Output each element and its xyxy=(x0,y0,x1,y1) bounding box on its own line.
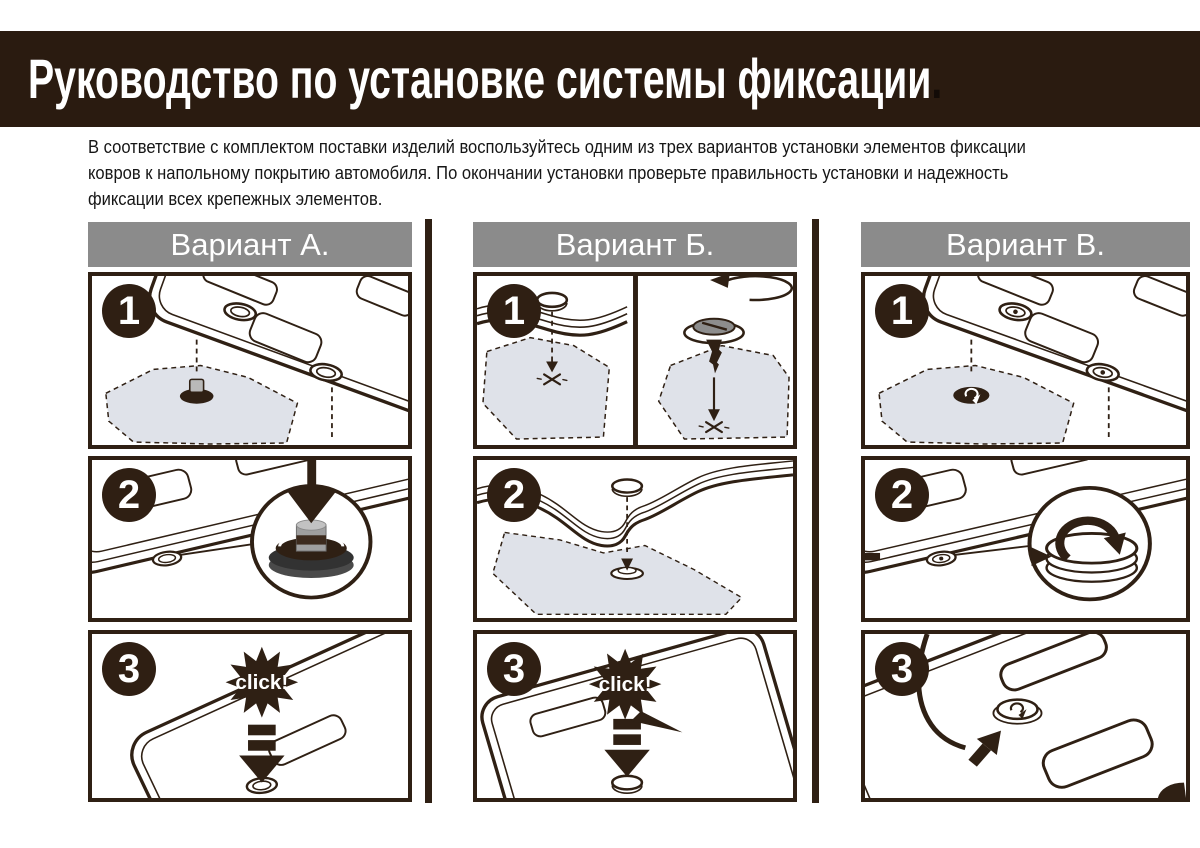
title-bar xyxy=(0,31,1200,127)
button-fastener-icon xyxy=(612,776,642,793)
column-divider-1 xyxy=(425,219,432,803)
step-badge: 1 xyxy=(102,284,156,338)
sub-panel-divider xyxy=(633,276,638,445)
variant-column-a xyxy=(88,222,412,803)
variant-b-step-1-panel xyxy=(473,272,797,449)
variant-b-header: Вариант Б. xyxy=(473,222,797,267)
step-badge: 3 xyxy=(875,642,929,696)
variant-v-header: Вариант В. xyxy=(861,222,1190,267)
column-divider-2 xyxy=(812,219,819,803)
intro-line-1: В соответствие с комплектом поставки изделий воспользуйтесь одним из трех вариантов установки элементов фиксации xyxy=(88,137,1026,157)
variant-column-b xyxy=(473,222,797,803)
variant-b-step-2-panel xyxy=(473,456,797,622)
step-badge: 2 xyxy=(875,468,929,522)
intro-line-2: ковров к напольному покрытию автомобиля. По окончании установки проверьте правильность установки и надежность xyxy=(88,163,1009,183)
hook-fastener-icon xyxy=(993,700,1041,724)
carpet-patch xyxy=(483,338,609,439)
rotation-arrow-icon xyxy=(710,276,792,300)
step-badge: 1 xyxy=(487,284,541,338)
step-badge: 2 xyxy=(102,468,156,522)
variant-column-v xyxy=(861,222,1190,803)
carpet-patch xyxy=(659,346,789,439)
variant-a-step-3-panel xyxy=(88,630,412,802)
step-badge: 2 xyxy=(487,468,541,522)
step-badge: 3 xyxy=(487,642,541,696)
variant-a-header: Вариант А. xyxy=(88,222,412,267)
click-label: click! xyxy=(235,671,289,694)
button-fastener-icon xyxy=(537,293,567,311)
carpet-patch xyxy=(106,365,298,444)
variant-v-step-1-panel xyxy=(861,272,1190,449)
carpet-patch xyxy=(879,365,1074,444)
click-label: click! xyxy=(598,673,652,696)
title-period: . xyxy=(931,47,943,110)
variant-v-step-2-panel xyxy=(861,456,1190,622)
intro-paragraph xyxy=(88,134,1188,212)
button-fastener-icon xyxy=(612,480,642,497)
variant-a-step-1-panel xyxy=(88,272,412,449)
variant-v-step-3-panel xyxy=(861,630,1190,802)
variant-a-step-2-panel xyxy=(88,456,412,622)
step-badge: 1 xyxy=(875,284,929,338)
variant-b-step-3-panel xyxy=(473,630,797,802)
step-badge: 3 xyxy=(102,642,156,696)
page-title: Руководство по установке системы фиксации. xyxy=(28,47,943,110)
intro-line-3: фиксации всех крепежных элементов. xyxy=(88,189,383,209)
